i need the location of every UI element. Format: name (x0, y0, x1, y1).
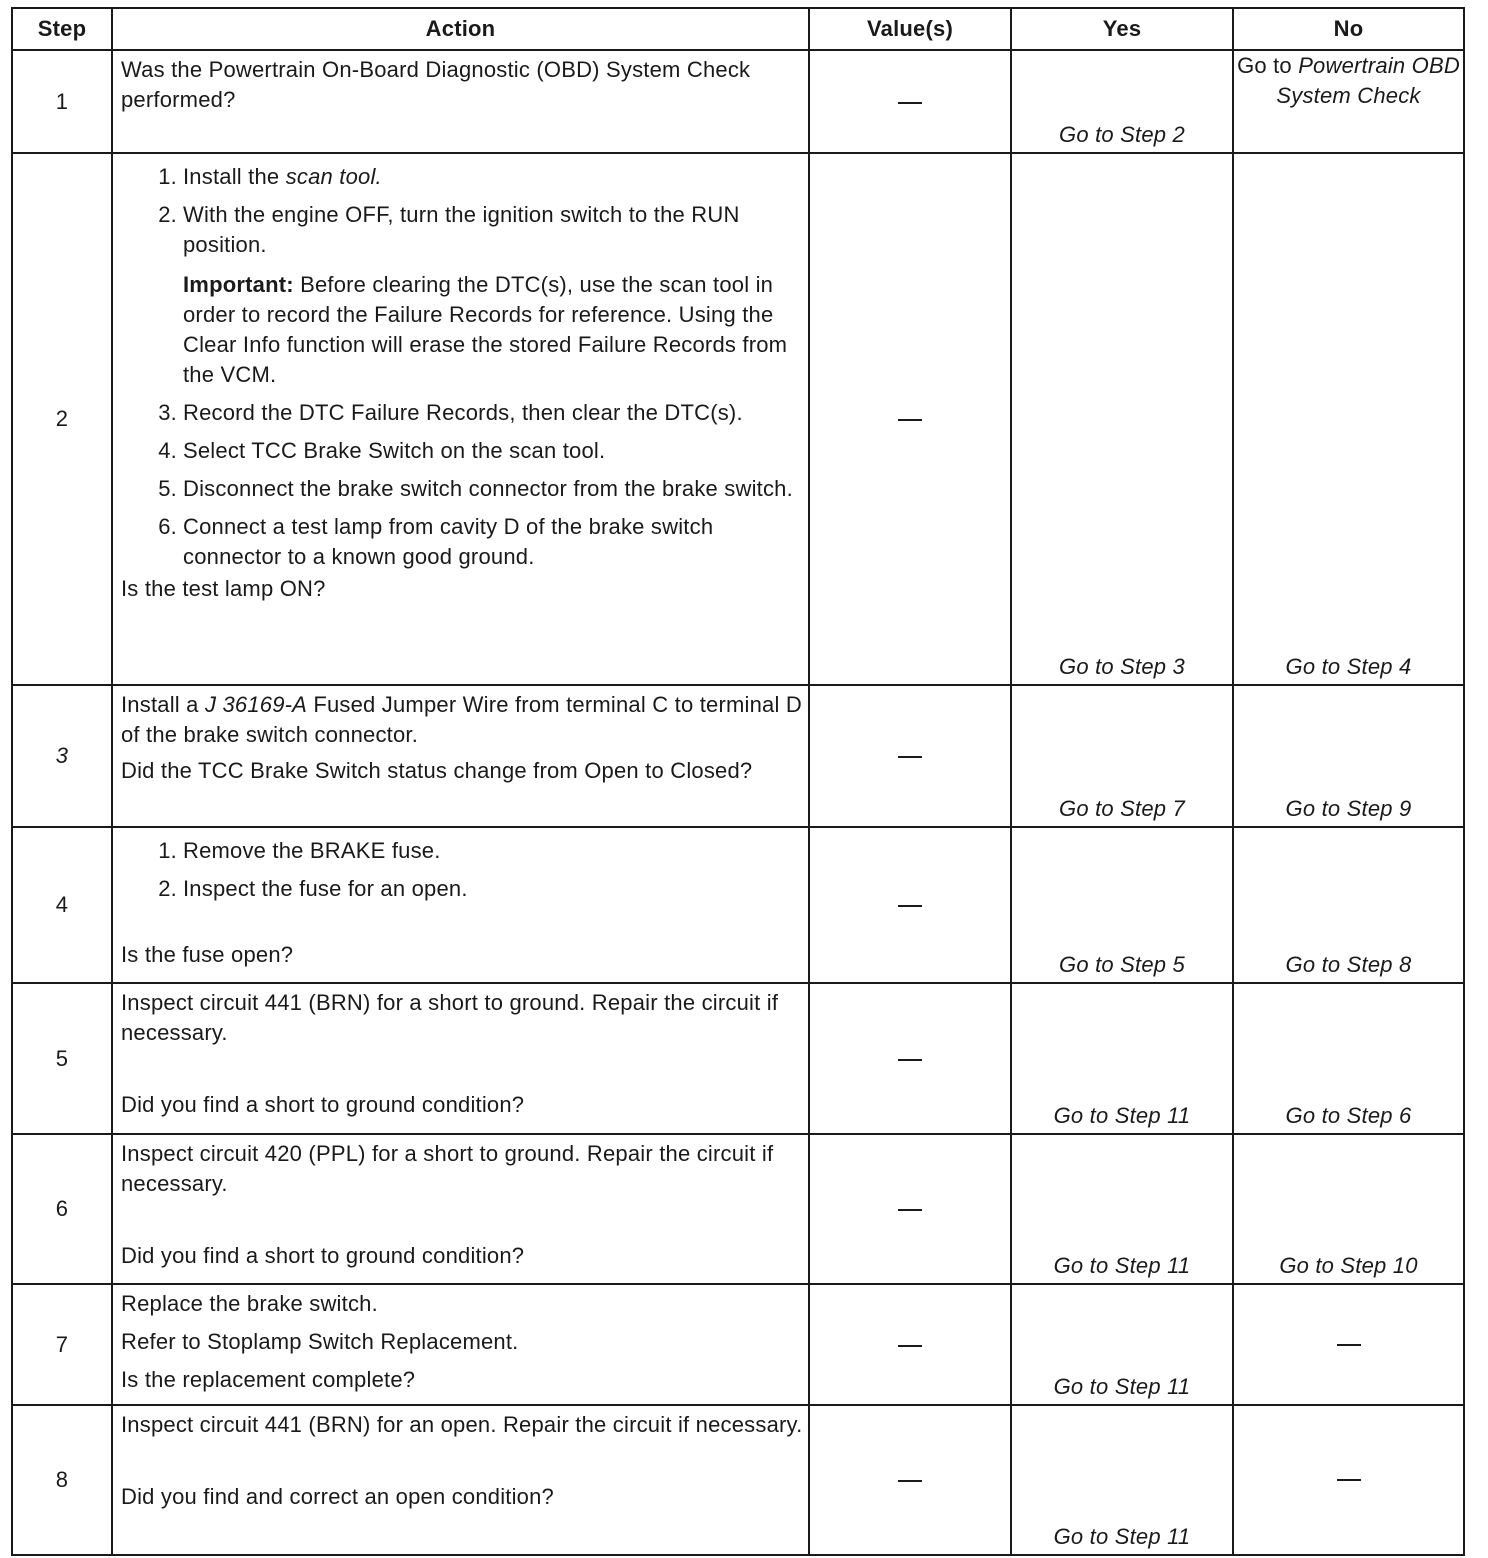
header-row (12, 8, 1464, 50)
diagnostic-table (11, 7, 1465, 1556)
value-cell (809, 685, 1011, 827)
no-cell: Go to Step 10 (1233, 1134, 1464, 1284)
no-cell: Go to Step 8 (1233, 827, 1464, 983)
table-row (12, 983, 1464, 1134)
no-cell (1233, 50, 1464, 153)
step-number: 5 (12, 983, 112, 1134)
step-list (121, 398, 806, 572)
no-cell (1233, 1405, 1464, 1555)
question-text: Is the fuse open? (121, 942, 294, 967)
list-item: 2. Inspect the fuse for an open. (158, 876, 468, 901)
no-prefix: Go to (1237, 53, 1299, 78)
no-cell (1233, 1284, 1464, 1405)
dash-mark (898, 1209, 922, 1211)
no-cell: Go to Step 6 (1233, 983, 1464, 1134)
action-cell (112, 1284, 809, 1405)
header-action: Action (112, 8, 809, 50)
value-cell (809, 153, 1011, 685)
yes-cell: Go to Step 7 (1011, 685, 1233, 827)
question-text: Is the replacement complete? (121, 1367, 416, 1392)
dash-mark (1337, 1344, 1361, 1346)
dash-mark (1337, 1479, 1361, 1481)
value-cell (809, 50, 1011, 153)
important-note: Important: Before clearing the DTC(s), use the scan tool in order to record the Failure Records for reference. Using the Clear Info function will erase the stored Failure Records from the VCM. (183, 272, 788, 387)
step-list (121, 162, 806, 260)
action-cell (112, 1134, 809, 1284)
header-no: No (1233, 8, 1464, 50)
dash-mark (898, 756, 922, 758)
action-text: Inspect circuit 441 (BRN) for an open. Repair the circuit if necessary. (121, 1412, 803, 1437)
no-link: Powertrain OBD System Check (1276, 53, 1460, 108)
action-cell (112, 827, 809, 983)
action-cell (112, 153, 809, 685)
value-cell (809, 1284, 1011, 1405)
tool-name: J 36169-A (204, 692, 308, 717)
action-text: Inspect circuit 441 (BRN) for a short to ground. Repair the circuit if necessary. (121, 990, 779, 1045)
yes-cell: Go to Step 2 (1011, 50, 1233, 153)
value-cell (809, 1134, 1011, 1284)
no-cell: Go to Step 4 (1233, 153, 1464, 685)
list-item: 2. With the engine OFF, turn the ignition switch to the RUN position. (158, 202, 740, 257)
value-cell (809, 1405, 1011, 1555)
list-item: 3. Record the DTC Failure Records, then clear the DTC(s). (158, 400, 743, 425)
yes-cell: Go to Step 3 (1011, 153, 1233, 685)
yes-cell: Go to Step 11 (1011, 1405, 1233, 1555)
yes-cell: Go to Step 5 (1011, 827, 1233, 983)
dash-mark (898, 905, 922, 907)
table-row (12, 50, 1464, 153)
action-cell (112, 1405, 809, 1555)
step-number: 8 (12, 1405, 112, 1555)
table-row (12, 827, 1464, 983)
value-cell (809, 827, 1011, 983)
table-row (12, 153, 1464, 685)
action-cell (112, 50, 809, 153)
question-text: Did you find a short to ground condition? (121, 1092, 525, 1117)
dash-mark (898, 102, 922, 104)
list-item: 6. Connect a test lamp from cavity D of the brake switch connector to a known good ground. (158, 514, 714, 569)
header-values: Value(s) (809, 8, 1011, 50)
header-step: Step (12, 8, 112, 50)
step-number: 3 (12, 685, 112, 827)
action-text: Replace the brake switch. (121, 1291, 378, 1316)
action-cell (112, 685, 809, 827)
yes-cell: Go to Step 11 (1011, 1134, 1233, 1284)
table-row (12, 1134, 1464, 1284)
yes-cell: Go to Step 11 (1011, 1284, 1233, 1405)
step-number: 1 (12, 50, 112, 153)
action-text: Inspect circuit 420 (PPL) for a short to ground. Repair the circuit if necessary. (121, 1141, 774, 1196)
table-row (12, 685, 1464, 827)
step-number: 6 (12, 1134, 112, 1284)
question-text: Is the test lamp ON? (121, 576, 326, 601)
list-item: 1. Install the scan tool. (158, 164, 382, 189)
action-text: Was the Powertrain On-Board Diagnostic (OBD) System Check performed? (121, 57, 751, 112)
step-number: 2 (12, 153, 112, 685)
yes-cell: Go to Step 11 (1011, 983, 1233, 1134)
step-list (121, 836, 806, 904)
dash-mark (898, 1059, 922, 1061)
value-cell (809, 983, 1011, 1134)
dash-mark (898, 1480, 922, 1482)
table-row (12, 1284, 1464, 1405)
action-cell (112, 983, 809, 1134)
header-yes: Yes (1011, 8, 1233, 50)
step-number: 7 (12, 1284, 112, 1405)
step-number: 4 (12, 827, 112, 983)
question-text: Did you find a short to ground condition? (121, 1243, 525, 1268)
list-item: 1. Remove the BRAKE fuse. (158, 838, 441, 863)
list-item: 5. Disconnect the brake switch connector from the brake switch. (158, 476, 793, 501)
action-text: Install a J 36169-A Fused Jumper Wire from terminal C to terminal D of the brake switch connector. (121, 692, 802, 747)
table-row (12, 1405, 1464, 1555)
no-cell: Go to Step 9 (1233, 685, 1464, 827)
reference-text: Refer to Stoplamp Switch Replacement. (121, 1329, 519, 1354)
dash-mark (898, 1345, 922, 1347)
question-text: Did the TCC Brake Switch status change from Open to Closed? (121, 758, 753, 783)
question-text: Did you find and correct an open condition? (121, 1484, 554, 1509)
dash-mark (898, 419, 922, 421)
list-item: 4. Select TCC Brake Switch on the scan tool. (158, 438, 606, 463)
